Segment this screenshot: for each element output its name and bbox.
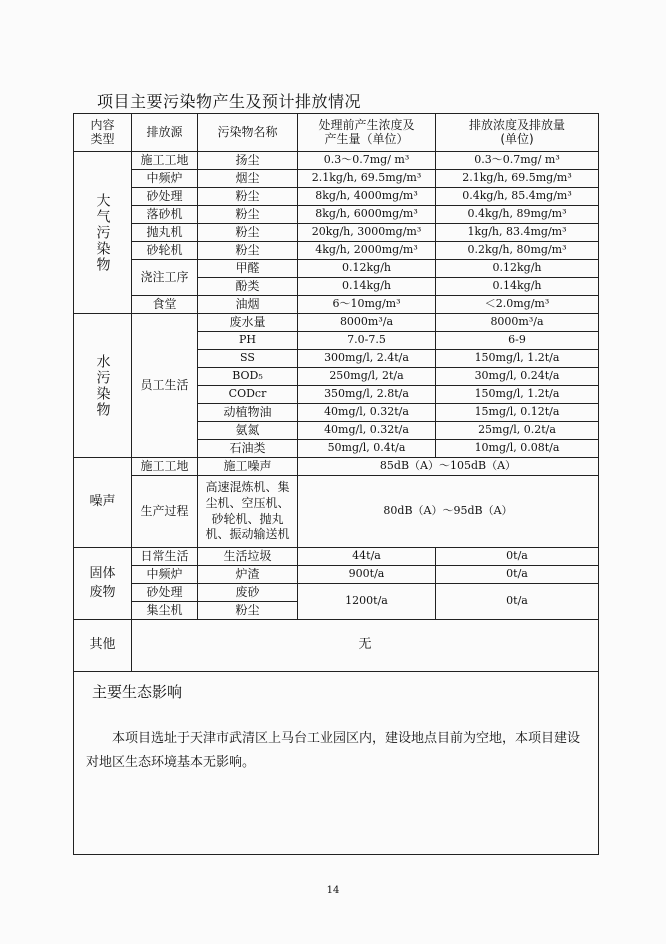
header-pre-line2: 产生量（单位） — [324, 131, 409, 146]
table-header-row — [74, 114, 599, 152]
page-number: 14 — [326, 885, 340, 896]
source-cell: 日常生活 — [132, 548, 198, 566]
pollutant-cell: 废砂 — [198, 584, 298, 602]
pollutant-cell: 酚类 — [198, 278, 298, 296]
post-cell: 25mg/l, 0.2t/a — [436, 422, 599, 440]
pre-cell: 300mg/l, 2.4t/a — [298, 350, 436, 368]
header-post — [436, 114, 599, 152]
pre-cell: 350mg/l, 2.8t/a — [298, 386, 436, 404]
pollutant-cell: 粉尘 — [198, 242, 298, 260]
header-post-line1: 排放浓度及排放量 — [468, 117, 565, 132]
post-cell: 15mg/l, 0.12t/a — [436, 404, 599, 422]
pre-cell: 0.3～0.7mg/ m³ — [298, 152, 436, 170]
header-pre — [298, 114, 436, 152]
post-cell: ＜2.0mg/m³ — [436, 296, 599, 314]
pollutant-cell: 炉渣 — [198, 566, 298, 584]
noise-value-cell: 85dB（A）～105dB（A） — [298, 458, 599, 476]
header-pre-line1: 处理前产生浓度及 — [318, 117, 415, 132]
category-water-label: 水污染物 — [94, 353, 111, 418]
source-cell: 落砂机 — [132, 206, 198, 224]
table-row — [74, 152, 599, 170]
pollutant-table — [73, 113, 599, 855]
header-pollutant: 污染物名称 — [198, 114, 298, 152]
pollutant-cell: PH — [198, 332, 298, 350]
post-cell: 6-9 — [436, 332, 599, 350]
pollutant-cell: 扬尘 — [198, 152, 298, 170]
pre-cell: 8kg/h, 6000mg/m³ — [298, 206, 436, 224]
pre-cell: 250mg/l, 2t/a — [298, 368, 436, 386]
pollutant-cell: 动植物油 — [198, 404, 298, 422]
post-cell: 8000m³/a — [436, 314, 599, 332]
table-row — [74, 314, 599, 332]
pre-cell: 900t/a — [298, 566, 436, 584]
source-cell: 员工生活 — [132, 314, 198, 458]
pollutant-cell: BOD₅ — [198, 368, 298, 386]
table-row — [74, 548, 599, 566]
source-cell: 生产过程 — [132, 476, 198, 548]
post-cell: 0.14kg/h — [436, 278, 599, 296]
pre-cell: 1200t/a — [298, 584, 436, 620]
pre-cell: 8000m³/a — [298, 314, 436, 332]
post-cell: 0.12kg/h — [436, 260, 599, 278]
header-source: 排放源 — [132, 114, 198, 152]
post-cell: 0.3～0.7mg/ m³ — [436, 152, 599, 170]
pollutant-cell: 生活垃圾 — [198, 548, 298, 566]
other-value-cell: 无 — [132, 620, 599, 672]
table-row — [74, 296, 599, 314]
post-cell: 2.1kg/h, 69.5mg/m³ — [436, 170, 599, 188]
pollutant-cell: 甲醛 — [198, 260, 298, 278]
header-post-line2: (单位) — [500, 131, 534, 146]
pre-cell: 0.14kg/h — [298, 278, 436, 296]
category-noise: 噪声 — [74, 458, 132, 548]
source-cell: 集尘机 — [132, 602, 198, 620]
header-type: 内容 类型 — [74, 114, 132, 152]
category-other: 其他 — [74, 620, 132, 672]
pre-cell: 7.0-7.5 — [298, 332, 436, 350]
table-row — [74, 620, 599, 672]
table-row — [74, 170, 599, 188]
source-cell: 抛丸机 — [132, 224, 198, 242]
pollutant-cell: 粉尘 — [198, 224, 298, 242]
source-cell: 中频炉 — [132, 566, 198, 584]
source-cell: 施工工地 — [132, 458, 198, 476]
source-cell: 食堂 — [132, 296, 198, 314]
source-cell: 中频炉 — [132, 170, 198, 188]
noise-value-cell: 80dB（A）～95dB（A） — [298, 476, 599, 548]
pollutant-cell: 油烟 — [198, 296, 298, 314]
ecology-title: 主要生态影响 — [92, 683, 183, 701]
pre-cell: 40mg/l, 0.32t/a — [298, 404, 436, 422]
post-cell: 150mg/l, 1.2t/a — [436, 386, 599, 404]
pre-cell: 2.1kg/h, 69.5mg/m³ — [298, 170, 436, 188]
source-cell: 施工工地 — [132, 152, 198, 170]
pollutant-cell: SS — [198, 350, 298, 368]
ecology-cell — [74, 672, 599, 855]
table-row — [74, 584, 599, 602]
table-row — [74, 242, 599, 260]
pollutant-cell: 施工噪声 — [198, 458, 298, 476]
pre-cell: 44t/a — [298, 548, 436, 566]
pollutant-cell: 氨氮 — [198, 422, 298, 440]
post-cell: 0t/a — [436, 566, 599, 584]
table-row — [74, 476, 599, 548]
table-row — [74, 224, 599, 242]
pollutant-cell: 废水量 — [198, 314, 298, 332]
ecology-row — [74, 672, 599, 855]
page-title: 项目主要污染物产生及预计排放情况 — [97, 92, 362, 111]
pre-cell: 8kg/h, 4000mg/m³ — [298, 188, 436, 206]
pre-cell: 6～10mg/m³ — [298, 296, 436, 314]
source-cell: 砂轮机 — [132, 242, 198, 260]
pre-cell: 50mg/l, 0.4t/a — [298, 440, 436, 458]
post-cell: 1kg/h, 83.4mg/m³ — [436, 224, 599, 242]
table-row — [74, 206, 599, 224]
pollutant-cell: 粉尘 — [198, 188, 298, 206]
post-cell: 0t/a — [436, 584, 599, 620]
source-cell: 浇注工序 — [132, 260, 198, 296]
category-water — [74, 314, 132, 458]
post-cell: 0t/a — [436, 548, 599, 566]
pre-cell: 0.12kg/h — [298, 260, 436, 278]
pre-cell: 40mg/l, 0.32t/a — [298, 422, 436, 440]
category-air — [74, 152, 132, 314]
table-row — [74, 566, 599, 584]
pre-cell: 4kg/h, 2000mg/m³ — [298, 242, 436, 260]
table-row — [74, 260, 599, 278]
table-row — [74, 458, 599, 476]
pollutant-cell: 粉尘 — [198, 602, 298, 620]
category-solid — [74, 548, 132, 620]
post-cell: 0.2kg/h, 80mg/m³ — [436, 242, 599, 260]
post-cell: 0.4kg/h, 85.4mg/m³ — [436, 188, 599, 206]
category-air-label: 大气污染物 — [94, 192, 111, 273]
source-cell: 砂处理 — [132, 188, 198, 206]
post-cell: 0.4kg/h, 89mg/m³ — [436, 206, 599, 224]
post-cell: 10mg/l, 0.08t/a — [436, 440, 599, 458]
ecology-text: 本项目选址于天津市武清区上马台工业园区内，建设地点目前为空地，本项目建设对地区生态环境基本无影响。 — [86, 731, 581, 771]
pollutant-cell: CODcr — [198, 386, 298, 404]
pollutant-cell: 高速混炼机、集尘机、空压机、砂轮机、抛丸机、振动输送机 — [198, 476, 298, 548]
post-cell: 150mg/l, 1.2t/a — [436, 350, 599, 368]
pollutant-cell: 烟尘 — [198, 170, 298, 188]
table-row — [74, 188, 599, 206]
category-solid-label: 固体废物 — [89, 566, 116, 600]
pre-cell: 20kg/h, 3000mg/m³ — [298, 224, 436, 242]
pollutant-cell: 粉尘 — [198, 206, 298, 224]
pollutant-cell: 石油类 — [198, 440, 298, 458]
source-cell: 砂处理 — [132, 584, 198, 602]
post-cell: 30mg/l, 0.24t/a — [436, 368, 599, 386]
